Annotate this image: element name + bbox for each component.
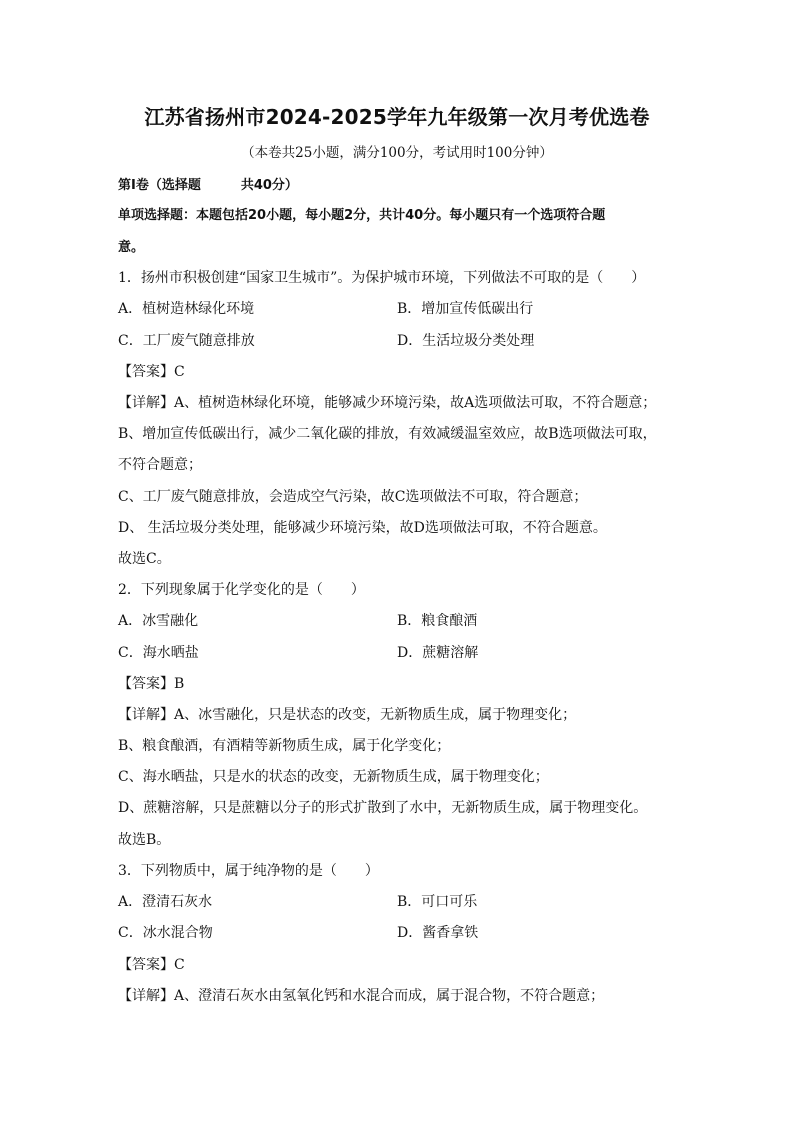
instruction-line-2: 意。 bbox=[118, 240, 145, 255]
question-1-option-c: C．工厂废气随意排放 bbox=[118, 333, 255, 349]
question-3-option-a: A．澄清石灰水 bbox=[118, 894, 213, 910]
question-2-explanation-1: 【详解】A、冰雪融化，只是状态的改变，无新物质生成，属于物理变化； bbox=[118, 707, 577, 723]
question-2-option-d: D．蔗糖溶解 bbox=[397, 645, 479, 661]
part-score: 共40分） bbox=[240, 178, 298, 193]
question-1-explanation-2: B、增加宣传低碳出行，减少二氧化碳的排放，有效减缓温室效应，故B选项做法可取， bbox=[118, 426, 657, 442]
question-2-option-c: C．海水晒盐 bbox=[118, 645, 199, 661]
question-2-conclusion: 故选B。 bbox=[118, 832, 171, 848]
question-1-stem: 1．扬州市积极创建“国家卫生城市”。为保护城市环境，下列做法不可取的是（ ） bbox=[118, 270, 646, 286]
question-3-stem: 3．下列物质中，属于纯净物的是（ ） bbox=[118, 863, 379, 879]
question-3-option-d: D．酱香拿铁 bbox=[397, 925, 479, 941]
question-1-explanation-5: D、 生活垃圾分类处理，能够减少环境污染，故D选项做法可取，不符合题意。 bbox=[118, 520, 607, 536]
question-1-answer: 【答案】C bbox=[118, 364, 185, 380]
question-2-stem: 2．下列现象属于化学变化的是（ ） bbox=[118, 582, 365, 598]
question-1-explanation-3: 不符合题意； bbox=[118, 457, 202, 473]
question-1-conclusion: 故选C。 bbox=[118, 551, 171, 567]
question-1-explanation-1: 【详解】A、植树造林绿化环境，能够减少环境污染，故A选项做法可取，不符合题意； bbox=[118, 395, 657, 411]
instruction-line-1: 单项选择题：本题包括20小题，每小题2分，共计40分。每小题只有一个选项符合题 bbox=[118, 208, 606, 223]
question-2-explanation-4: D、蔗糖溶解，只是蔗糖以分子的形式扩散到了水中，无新物质生成，属于物理变化。 bbox=[118, 800, 648, 816]
question-2-option-b: B．粮食酿酒 bbox=[397, 613, 478, 629]
part-heading bbox=[118, 175, 298, 197]
question-1-option-a: A．植树造林绿化环境 bbox=[118, 301, 255, 317]
part-label: 第Ⅰ卷（选择题 bbox=[118, 178, 201, 193]
question-3-option-c: C．冰水混合物 bbox=[118, 925, 213, 941]
question-1-option-d: D．生活垃圾分类处理 bbox=[397, 333, 535, 349]
question-3-answer: 【答案】C bbox=[118, 957, 185, 973]
question-2-explanation-2: B、粮食酿酒，有酒精等新物质生成，属于化学变化； bbox=[118, 738, 451, 754]
question-2-explanation-3: C、海水晒盐，只是水的状态的改变，无新物质生成，属于物理变化； bbox=[118, 769, 549, 785]
question-3-explanation-1: 【详解】A、澄清石灰水由氢氧化钙和水混合而成，属于混合物，不符合题意； bbox=[118, 988, 605, 1004]
page-subtitle: （本卷共25小题，满分100分，考试用时100分钟） bbox=[241, 145, 553, 161]
question-3-option-b: B．可口可乐 bbox=[397, 894, 478, 910]
question-1-option-b: B．增加宣传低碳出行 bbox=[397, 301, 534, 317]
question-2-option-a: A．冰雪融化 bbox=[118, 613, 199, 629]
question-2-answer: 【答案】B bbox=[118, 676, 185, 692]
question-1-explanation-4: C、工厂废气随意排放，会造成空气污染，故C选项做法不可取，符合题意； bbox=[118, 489, 588, 505]
page-title: 江苏省扬州市2024-2025学年九年级第一次月考优选卷 bbox=[144, 105, 650, 129]
